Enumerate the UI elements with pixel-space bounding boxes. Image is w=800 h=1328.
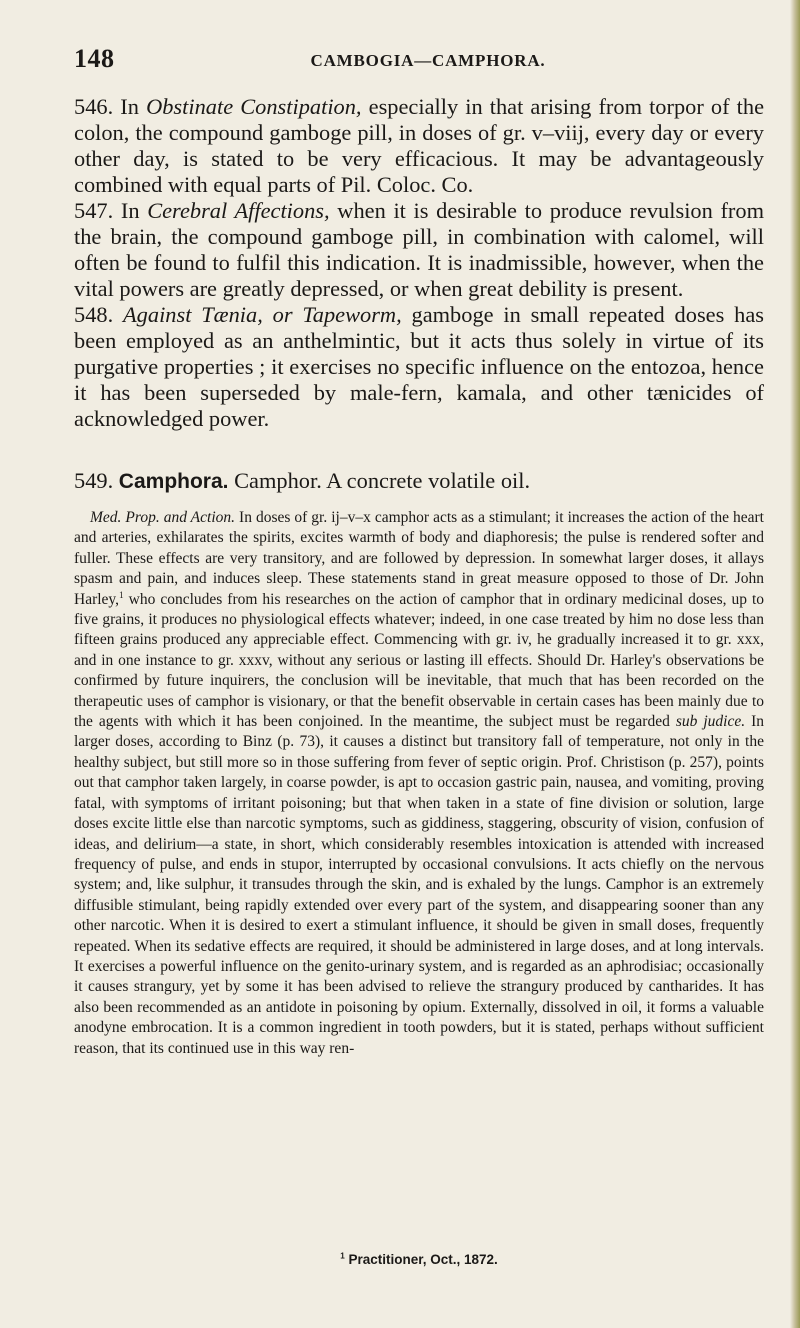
section-number: 546.	[74, 94, 114, 119]
med-prop-paragraph	[74, 508, 764, 1059]
body-large-text	[74, 94, 764, 432]
section-text: especially in that arising from torpor of the colon, the compound gamboge pill, in doses of gr. v–viij, every day or every other day, is stated to be very efficacious. It may be advantageously combined with equal parts of Pil. Coloc. Co.	[74, 94, 765, 197]
section-text: when it is desirable to produce revulsion from the brain, the compound gamboge pill, in combination with calomel, will often be found to fulfil this indication. It is inadmissible, however, when the vital powers are greatly depressed, or when great debility is present.	[74, 198, 764, 301]
drug-name: Camphora.	[118, 470, 229, 493]
sub-judice: sub judice.	[675, 713, 746, 731]
section-topic: Obstinate Constipation,	[146, 94, 362, 119]
footnote-reference: 1	[119, 590, 124, 601]
paragraph-546	[74, 94, 764, 198]
running-head: CAMBOGIA—CAMPHORA.	[310, 51, 546, 70]
footnote-marker: 1	[340, 1251, 345, 1261]
paragraph-547	[74, 198, 764, 302]
page-binding-edge	[790, 0, 800, 1328]
section-number: 548.	[74, 302, 114, 327]
section-number: 547.	[74, 198, 114, 223]
footnote-text: Practitioner, Oct., 1872.	[348, 1252, 498, 1267]
med-prop-text	[74, 508, 764, 1059]
page-number: 148	[74, 44, 115, 73]
page-header	[74, 44, 762, 78]
paragraph-549-heading	[74, 468, 764, 495]
med-prop-part3: In larger doses, according to Binz (p. 73), it causes a distinct but transitory fall of temperature, not only in the healthy subject, but still more so in those suffering from fever of septic origin. Prof. Christison (p. 257), points out that camphor taken largely, in coarse powder, is apt to occasion gastric pain, nausea, and vomiting, proving fatal, with symptoms of irritant poisoning; but that when taken in a state of fine division or solution, large doses excite little else than narcotic symptoms, such as giddiness, staggering, obscurity of vision, confusion of ideas, and delirium—a state, in short, which considerably resembles intoxication is attended with increased frequency of pulse, and ends in stupor, interrupted by occasional convulsions. It acts chiefly on the nervous system; and, like sulphur, it transudes through the skin, and is exhaled by the lungs. Camphor is an extremely diffusible stimulant, being rapidly extended over every part of the system, and disappearing sooner than any other narcotic. When it is desired to exert a stimulant influence, it should be given in small doses, frequently repeated. When its sedative effects are required, it should be administered in large doses, and at long intervals. It exercises a powerful influence on the genito-urinary system, and is regarded as an aphrodisiac; occasionally it causes strangury, yet by some it has been advised to relieve the strangury produced by cantharides. It has also been recommended as an antidote in poisoning by opium. Externally, dissolved in oil, it forms a valuable anodyne embrocation. It is a common ingredient in tooth powders, but it is stated, perhaps without sufficient reason, that its continued use in this way ren-	[74, 713, 765, 1057]
med-prop-part1: In doses of gr. ij–v–x camphor acts as a stimulant; it increases the action of the heart and arteries, exhilarates the spirits, excites warmth of body and diaphoresis; the pulse is rendered softer and fuller. These effects are very transitory, and are followed by depression. In somewhat larger doses, it allays spasm and pain, and induces sleep. These statements stand in great measure opposed to those of Dr. John Harley,	[74, 509, 764, 608]
section-topic: Against Tænia, or Tapeworm,	[123, 302, 402, 327]
section-text: Camphor. A concrete volatile oil.	[234, 468, 531, 493]
section-prefix: In	[120, 94, 139, 119]
paragraph-548	[74, 302, 764, 432]
med-prop-part2: who concludes from his researches on the action of camphor that in ordinary medicinal doses, up to five grains, it produces no physiological effects whatever; indeed, in one case treated by him no dose less than fifteen grains produced any appreciable effect. Commencing with gr. iv, he gradually increased it to gr. xxx, and in one instance to gr. xxxv, without any serious or lasting ill effects. Should Dr. Harley's observations be confirmed by future inquirers, the conclusion will be inevitable, that much that has been recorded on the therapeutic uses of camphor is visionary, or that the benefit observable in certain cases has been mainly due to the agents with which it has been conjoined. In the meantime, the subject must be regarded	[74, 590, 764, 731]
section-number: 549.	[74, 468, 114, 493]
med-prop-label: Med. Prop. and Action.	[90, 509, 236, 526]
section-prefix: In	[120, 198, 140, 223]
section-topic: Cerebral Affections,	[147, 198, 330, 223]
footnote	[74, 1252, 764, 1267]
section-text: gamboge in small repeated doses has been employed as an anthelmintic, but it acts thus solely in virtue of its purgative properties ; it exercises no specific influence on the entozoa, hence it has been superseded by male-fern, kamala, and other tænicides of acknowledged power.	[74, 302, 764, 431]
